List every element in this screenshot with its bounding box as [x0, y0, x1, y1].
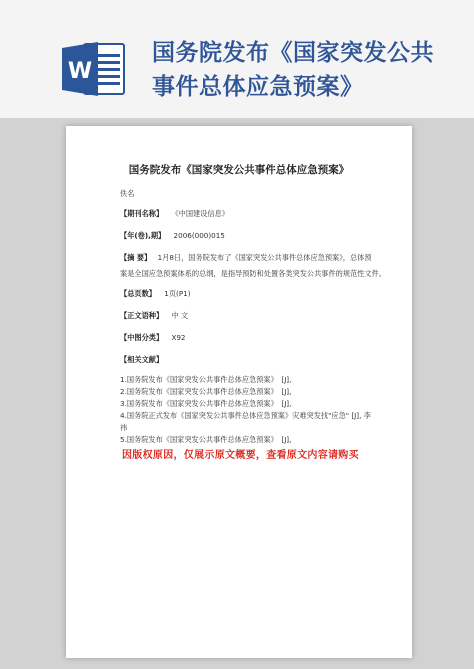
journal-label: 【期刊名称】 — [120, 209, 164, 218]
year-label: 【年(卷),期】 — [120, 231, 166, 240]
header-banner — [0, 0, 474, 118]
copyright-notice[interactable]: 因版权原因，仅展示原文概要，查看原文内容请购买 — [122, 450, 359, 461]
year-row — [120, 230, 225, 242]
pages-value: 1页(P1) — [164, 289, 191, 298]
header-title: 国务院发布《国家突发公共事件总体应急预案》 — [152, 40, 434, 100]
document-title: 国务院发布《国家突发公共事件总体应急预案》 — [128, 164, 350, 176]
abstract-line-2: 案是全国应急预案体系的总纲，是指导预防和处置各类突发公共事件的规范性文件。 — [120, 269, 386, 278]
document-page — [66, 126, 412, 658]
year-value: 2006(000)015 — [173, 231, 225, 240]
abstract-label: 【摘 要】 — [120, 253, 152, 262]
related-item[interactable]: 3.国务院发布《国家突发公共事件总体应急预案》 [J], — [120, 399, 292, 408]
abstract-row — [120, 252, 372, 264]
pages-row — [120, 288, 191, 300]
related-item[interactable]: 2.国务院发布《国家突发公共事件总体应急预案》 [J], — [120, 387, 292, 396]
related-label: 【相关文献】 — [120, 355, 164, 364]
related-item[interactable]: 4.国务院正式发布《国家突发公共事件总体应急预案》灾难突发找"应急" [J], 李 — [120, 411, 371, 420]
svg-text:W: W — [67, 59, 93, 84]
language-value: 中 文 — [171, 311, 189, 320]
related-item-continuation: 祎 — [120, 423, 128, 432]
word-icon — [62, 40, 126, 98]
author: 佚名 — [120, 189, 135, 198]
class-label: 【中图分类】 — [120, 333, 164, 342]
class-row — [120, 332, 186, 344]
related-item[interactable]: 5.国务院发布《国家突发公共事件总体应急预案》 [J], — [120, 435, 292, 444]
journal-value: 《中国建设信息》 — [171, 209, 229, 218]
class-value: X92 — [171, 333, 186, 342]
pages-label: 【总页数】 — [120, 289, 156, 298]
language-row — [120, 310, 188, 322]
abstract-line-1: 1月8日，国务院发布了《国家突发公共事件总体应急预案》，总体预 — [157, 253, 372, 262]
related-item[interactable]: 1.国务院发布《国家突发公共事件总体应急预案》 [J], — [120, 375, 292, 384]
language-label: 【正文语种】 — [120, 311, 164, 320]
journal-row — [120, 208, 229, 220]
